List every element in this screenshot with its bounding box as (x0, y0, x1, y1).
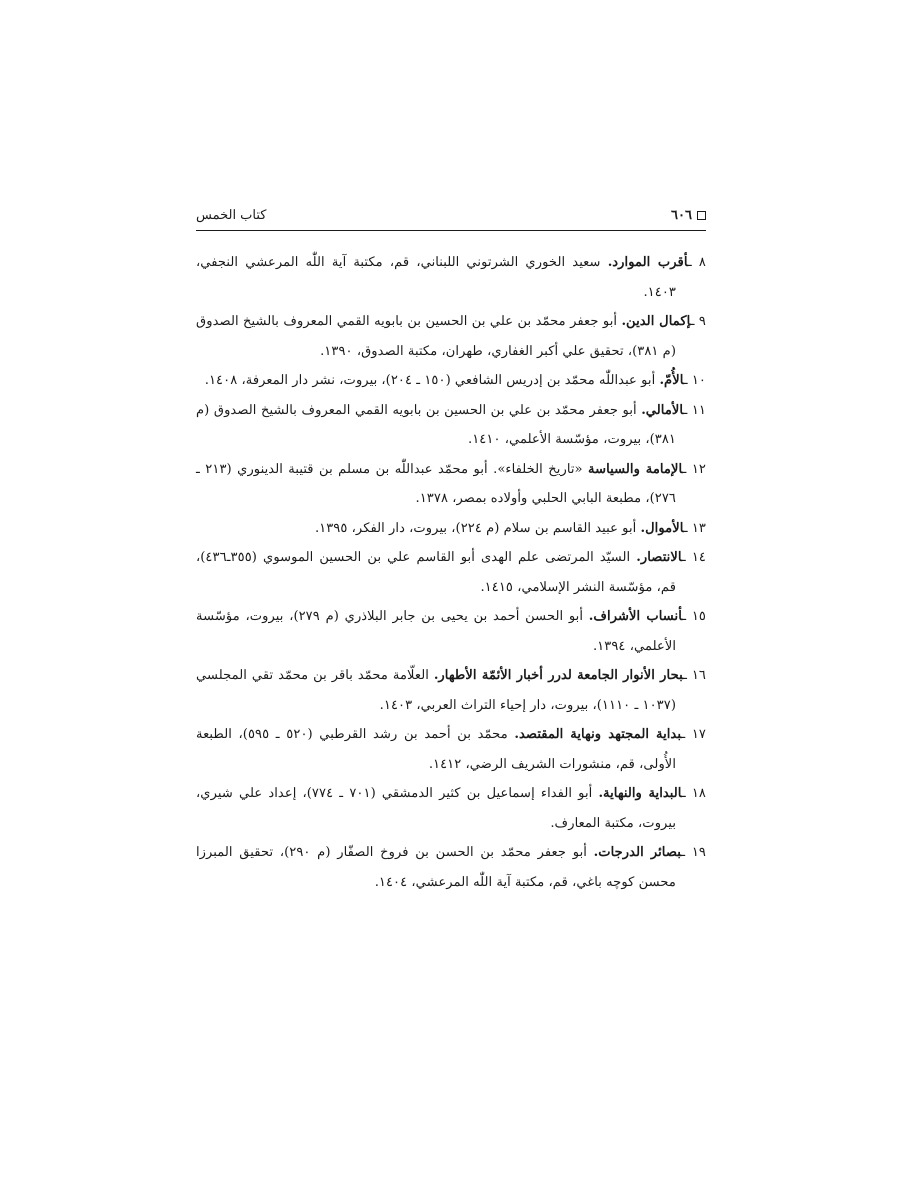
bibliography-entry (196, 779, 706, 838)
entry-title: الإمامة والسياسة (588, 461, 683, 477)
bibliography-entry (196, 307, 706, 366)
bibliography-entry (196, 543, 706, 602)
entry-title: أقرب الموارد. (607, 255, 688, 270)
entry-details: «تاريخ الخلفاء». أبو محمّد عبداللّٰه بن مسلم بن قتيبة الدينوري (٢١٣ ـ ٢٧٦)، مطبعة البابي الحلبي وأولاده بمصر، ١٣٧٨. (196, 461, 676, 506)
bibliography-entry (196, 366, 706, 396)
entry-number: ٩ ـ (690, 314, 706, 329)
entry-details: أبو جعفر محمّد بن علي بن الحسين بن بابويه القمي المعروف بالشيخ الصدوق (م ٣٨١)، بيروت، مؤسّسة الأعلمي، ١٤١٠. (196, 402, 676, 447)
bibliography-entry (196, 602, 706, 661)
entry-title: بحار الأنوار الجامعة لدرر أخبار الأئمّة الأطهار. (433, 668, 684, 683)
entry-title: إكمال الدين. (621, 314, 691, 329)
bibliography-entry (196, 514, 706, 544)
entry-title: الأمالي. (641, 402, 684, 418)
entry-details: أبو الفداء إسماعيل بن كثير الدمشقي (٧٠١ ـ ٧٧٤)، إعداد علي شيري، بيروت، مكتبة المعارف. (196, 786, 676, 831)
entry-number: ١٠ ـ (683, 373, 706, 388)
header-rule (196, 230, 706, 231)
entry-title: أنساب الأشراف. (588, 609, 683, 624)
bibliography-entry (196, 455, 706, 514)
entry-details: أبو عبيد القاسم بن سلام (م ٢٢٤)، بيروت، دار الفكر، ١٣٩٥. (314, 520, 641, 536)
entry-details: أبو عبداللّٰه محمّد بن إدريس الشافعي (١٥٠ ـ ٢٠٤)، بيروت، نشر دار المعرفة، ١٤٠٨. (204, 373, 660, 388)
bibliography-list (196, 248, 706, 897)
entry-number: ١٥ ـ (682, 609, 706, 624)
entry-details: أبو جعفر محمّد بن الحسن بن فروخ الصفّار (م ٢٩٠)، تحقيق المبرزا محسن كوچه باغي، قم، مكتبة آية اللّٰه المرعشي، ١٤٠٤. (196, 845, 676, 890)
entry-details: العلّامة محمّد باقر بن محمّد تقي المجلسي (١٠٣٧ ـ ١١١٠)، بيروت، دار إحياء التراث العربي، ١٤٠٣. (196, 668, 676, 713)
page-header (196, 204, 706, 226)
entry-number: ١٩ ـ (681, 845, 706, 860)
entry-details: أبو الحسن أحمد بن يحيى بن جابر البلاذري (م ٢٧٩)، بيروت، مؤسّسة الأعلمي، ١٣٩٤. (196, 609, 676, 654)
square-bullet-icon (697, 211, 706, 220)
entry-details: السيّد المرتضى علم الهدى أبو القاسم علي بن الحسين الموسوي (٣٥٥ـ٤٣٦)، قم، مؤسّسة النشر الإسلامي، ١٤١٥. (196, 550, 676, 595)
entry-number: ١٣ ـ (683, 520, 706, 536)
entry-title: بصائر الدرجات. (593, 845, 682, 860)
bibliography-entry (196, 396, 706, 455)
entry-title: الأموال. (640, 520, 684, 536)
page-number-group (671, 208, 706, 223)
running-title: كتاب الخمس (196, 207, 267, 223)
entry-title: الأُمّ. (659, 373, 684, 388)
bibliography-entry (196, 248, 706, 307)
entry-number: ١٧ ـ (681, 727, 706, 742)
bibliography-entry (196, 720, 706, 779)
entry-details: سعيد الخوري الشرتوني اللبناني، قم، مكتبة آية اللّٰه المرعشي النجفي، ١٤٠٣. (196, 255, 676, 300)
entry-number: ١٦ ـ (683, 668, 706, 683)
entry-title: الانتصار. (636, 550, 682, 565)
entry-details: محمّد بن أحمد بن رشد القرطبي (٥٢٠ ـ ٥٩٥)، الطبعة الأُولى، قم، منشورات الشريف الرضي، ١٤١٢. (196, 727, 676, 772)
entry-number: ١٢ ـ (682, 461, 706, 477)
entry-number: ١٤ ـ (681, 550, 706, 565)
entry-number: ٨ ـ (687, 255, 706, 270)
entry-number: ١١ ـ (683, 402, 706, 418)
entry-title: بداية المجتهد ونهاية المقتصد. (514, 727, 682, 742)
page-number: ٦٠٦ (671, 207, 692, 223)
bibliography-entry (196, 661, 706, 720)
entry-title: البداية والنهاية. (598, 786, 682, 801)
bibliography-entry (196, 838, 706, 897)
entry-details: أبو جعفر محمّد بن علي بن الحسين بن بابويه القمي المعروف بالشيخ الصدوق (م ٣٨١)، تحقيق علي أكبر الغفاري، طهران، مكتبة الصدوق، ١٣٩٠. (196, 314, 676, 359)
entry-number: ١٨ ـ (681, 786, 706, 801)
